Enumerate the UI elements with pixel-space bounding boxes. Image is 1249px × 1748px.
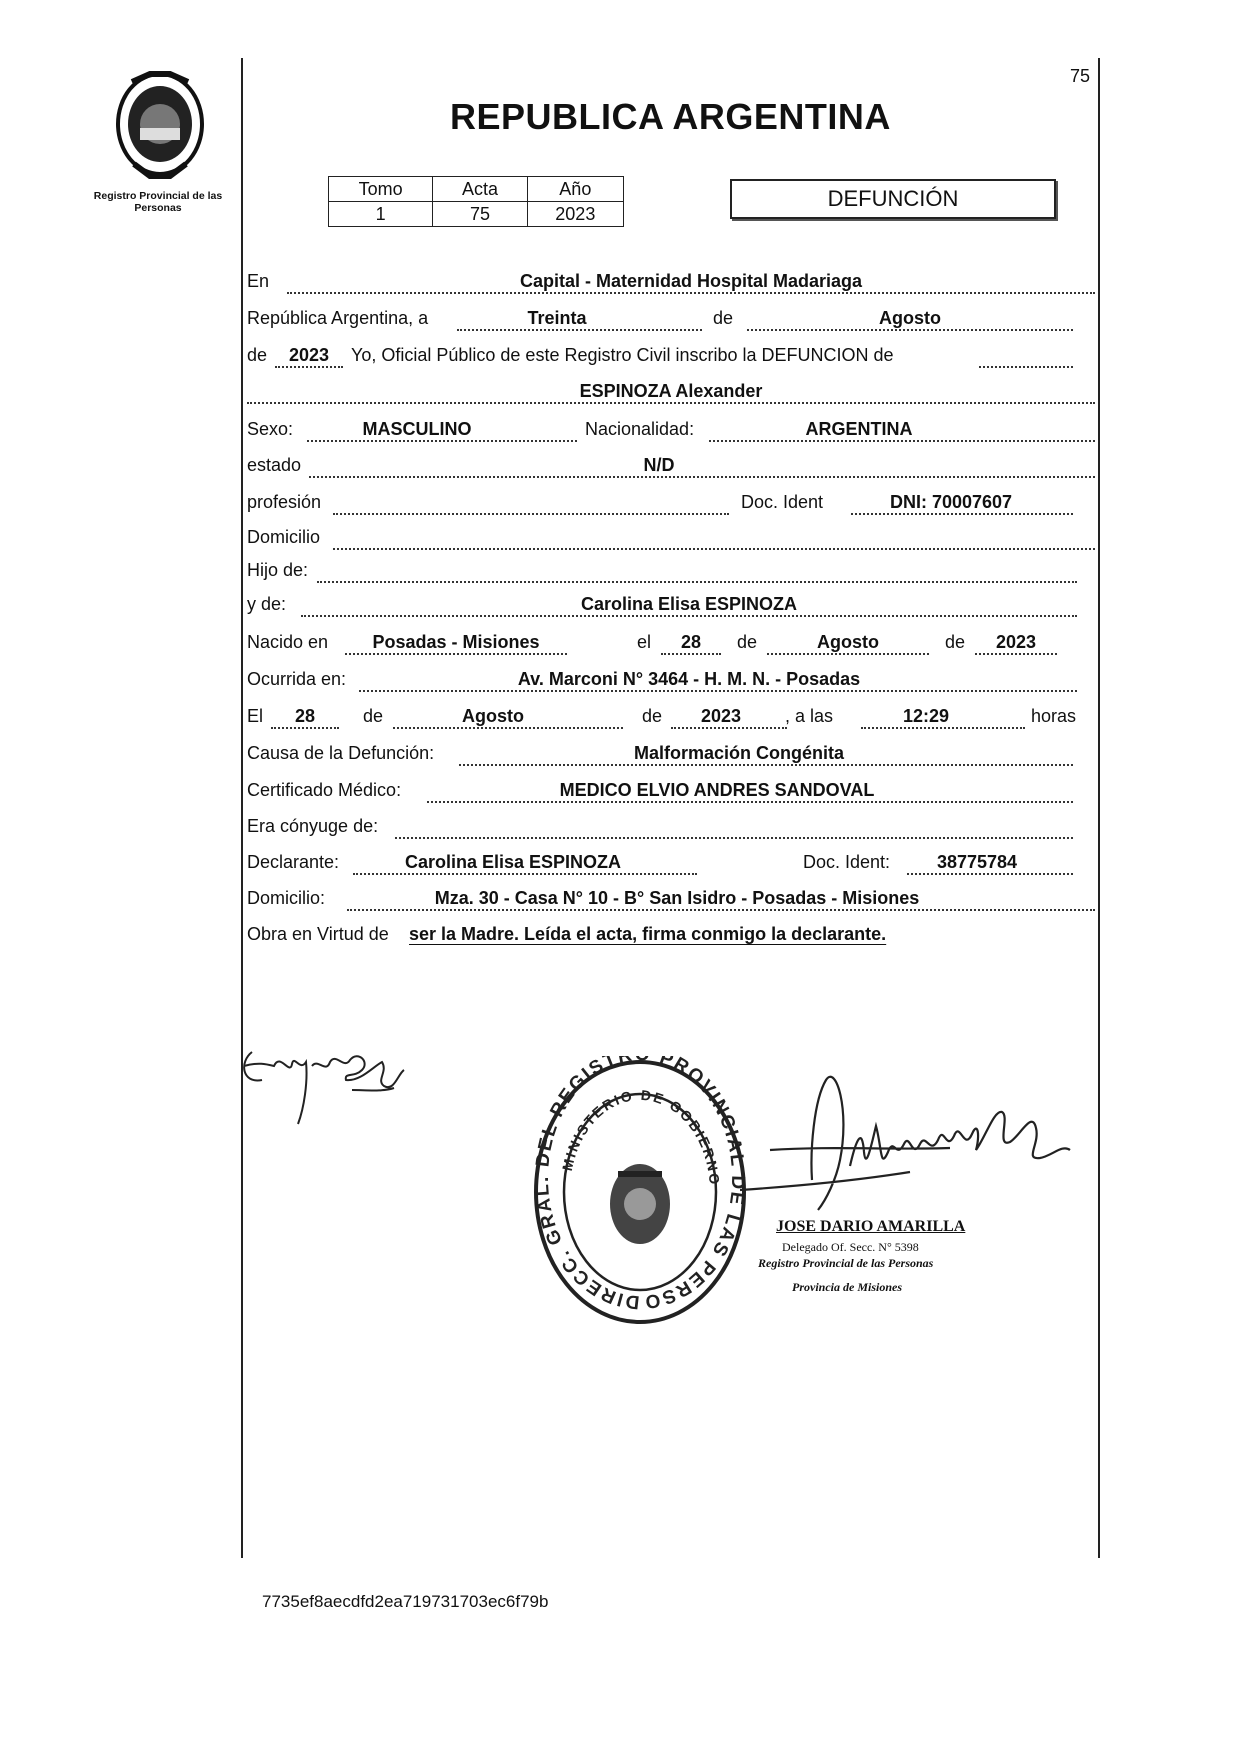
obra-label: Obra en Virtud de — [247, 924, 389, 944]
left-margin-line — [241, 58, 243, 1558]
row-deceased — [247, 374, 1095, 408]
de-label-2: de — [247, 345, 268, 365]
domicilio-label: Domicilio — [247, 527, 321, 547]
ra-label: República Argentina, a — [247, 308, 429, 328]
anio-header: Año — [527, 177, 623, 202]
cert-value: MEDICO ELVIO ANDRES SANDOVAL — [559, 780, 875, 800]
estado-value: N/D — [643, 455, 675, 475]
page-number: 75 — [1070, 66, 1091, 86]
profesion-field — [333, 487, 729, 515]
tomo-header: Tomo — [329, 177, 433, 202]
row-father — [247, 553, 1095, 587]
death-month-value: Agosto — [462, 706, 524, 726]
stamp-inner-text: MINISTERIO DE GOBIERNO — [558, 1086, 723, 1187]
declarant-doc-value: 38775784 — [936, 852, 1018, 872]
hour-value: 12:29 — [902, 706, 950, 726]
de-label-1: de — [713, 308, 734, 328]
signature-icon — [740, 1040, 1080, 1240]
registry-logo — [110, 68, 210, 180]
tomo-value: 1 — [329, 202, 433, 227]
dni-value: DNI: 70007607 — [889, 492, 1013, 512]
spouse-field — [395, 811, 1073, 839]
official-stamp — [530, 1056, 750, 1328]
estado-label: estado — [247, 455, 302, 475]
official-name: JOSE DARIO AMARILLA — [776, 1218, 966, 1235]
row-death-date — [247, 699, 1095, 733]
doc-ident-label: Doc. Ident — [741, 492, 824, 512]
nacionalidad-value: ARGENTINA — [805, 419, 913, 439]
cert-label: Certificado Médico: — [247, 780, 402, 800]
ocurrida-label: Ocurrida en: — [247, 669, 347, 689]
birthplace-value: Posadas - Misiones — [372, 632, 540, 652]
yo-text: Yo, Oficial Público de este Registro Civil inscribo la DEFUNCION de — [351, 345, 894, 365]
el-label: el — [637, 632, 652, 652]
birth-day-value: 28 — [680, 632, 702, 652]
nacionalidad-label: Nacionalidad: — [585, 419, 695, 439]
sexo-label: Sexo: — [247, 419, 294, 439]
nacido-label: Nacido en — [247, 632, 329, 652]
official-signature — [740, 1040, 1080, 1240]
el2-label: El — [247, 706, 264, 726]
de-label-4: de — [945, 632, 966, 652]
yo-trailing-field — [979, 340, 1073, 368]
death-day-value: 28 — [294, 706, 316, 726]
signature-icon — [234, 1032, 414, 1132]
registry-caption: Registro Provincial de las Personas — [93, 190, 223, 214]
stamp-outer-text: DIRECC. GRAL. DEL REGIST PROVINCIAL DE LAS PERSO — [531, 1056, 749, 1313]
row-date — [247, 301, 1095, 335]
record-type-box: DEFUNCIÓN — [730, 179, 1056, 219]
year-value: 2023 — [288, 345, 330, 365]
horas-label: horas — [1031, 706, 1077, 726]
doc-ident2-label: Doc. Ident: — [803, 852, 891, 872]
domicilio-field — [333, 522, 1095, 550]
mother-value: Carolina Elisa ESPINOZA — [580, 594, 798, 614]
father-field — [317, 555, 1077, 583]
right-margin-line — [1098, 58, 1100, 1558]
cause-value: Malformación Congénita — [633, 743, 844, 763]
row-declarant — [247, 845, 1095, 879]
official-title: Delegado Of. Secc. N° 5398 — [782, 1240, 919, 1254]
hijo-label: Hijo de: — [247, 560, 309, 580]
domicilio2-label: Domicilio: — [247, 888, 326, 908]
row-place — [247, 264, 1095, 298]
row-domicilio — [247, 520, 1095, 554]
declarante-label: Declarante: — [247, 852, 340, 872]
row-mother — [247, 587, 1095, 621]
provincial-seal-icon — [110, 68, 210, 180]
causa-label: Causa de la Defunción: — [247, 743, 435, 763]
declarant-address-value: Mza. 30 - Casa N° 10 - B° San Isidro - Posadas - Misiones — [434, 888, 920, 908]
row-birth — [247, 625, 1095, 659]
record-id-table — [328, 176, 624, 227]
page-title: REPUBLICA ARGENTINA — [450, 96, 891, 137]
place-value: Capital - Maternidad Hospital Madariaga — [519, 271, 863, 291]
declarant-value: Carolina Elisa ESPINOZA — [404, 852, 622, 872]
declarant-signature — [234, 1032, 414, 1132]
de-label-5: de — [363, 706, 384, 726]
deceased-name: ESPINOZA Alexander — [579, 381, 763, 401]
official-org: Registro Provincial de las Personas — [758, 1256, 934, 1270]
row-declarant-address — [247, 881, 1095, 915]
row-profession — [247, 485, 1095, 519]
conyuge-label: Era cónyuge de: — [247, 816, 379, 836]
row-estado — [247, 448, 1095, 482]
birth-year-value: 2023 — [995, 632, 1037, 652]
record-id-header-row — [329, 177, 624, 202]
obra-text: ser la Madre. Leída el acta, firma conmigo la declarante. — [409, 924, 887, 944]
day-words-value: Treinta — [527, 308, 587, 328]
de-label-3: de — [737, 632, 758, 652]
row-certificate — [247, 773, 1095, 807]
registry-stamp-icon — [530, 1056, 750, 1328]
acta-header: Acta — [433, 177, 527, 202]
document-hash: 7735ef8aecdfd2ea719731703ec6f79b — [262, 1592, 549, 1611]
row-declaration — [247, 338, 1095, 372]
profesion-label: profesión — [247, 492, 322, 512]
alas-label: , a las — [785, 706, 834, 726]
official-province: Provincia de Misiones — [792, 1280, 902, 1294]
de-label-6: de — [642, 706, 663, 726]
occurred-value: Av. Marconi N° 3464 - H. M. N. - Posadas — [517, 669, 861, 689]
acta-value: 75 — [433, 202, 527, 227]
row-obra — [247, 917, 1095, 951]
record-id-value-row — [329, 202, 624, 227]
month-value: Agosto — [879, 308, 941, 328]
anio-value: 2023 — [527, 202, 623, 227]
death-year-value: 2023 — [700, 706, 742, 726]
row-occurred — [247, 662, 1095, 696]
row-sex-nationality — [247, 412, 1095, 446]
en-label: En — [247, 271, 270, 291]
row-spouse — [247, 809, 1095, 843]
sexo-value: MASCULINO — [362, 419, 472, 439]
birth-month-value: Agosto — [817, 632, 879, 652]
row-cause — [247, 736, 1095, 770]
yde-label: y de: — [247, 594, 287, 614]
